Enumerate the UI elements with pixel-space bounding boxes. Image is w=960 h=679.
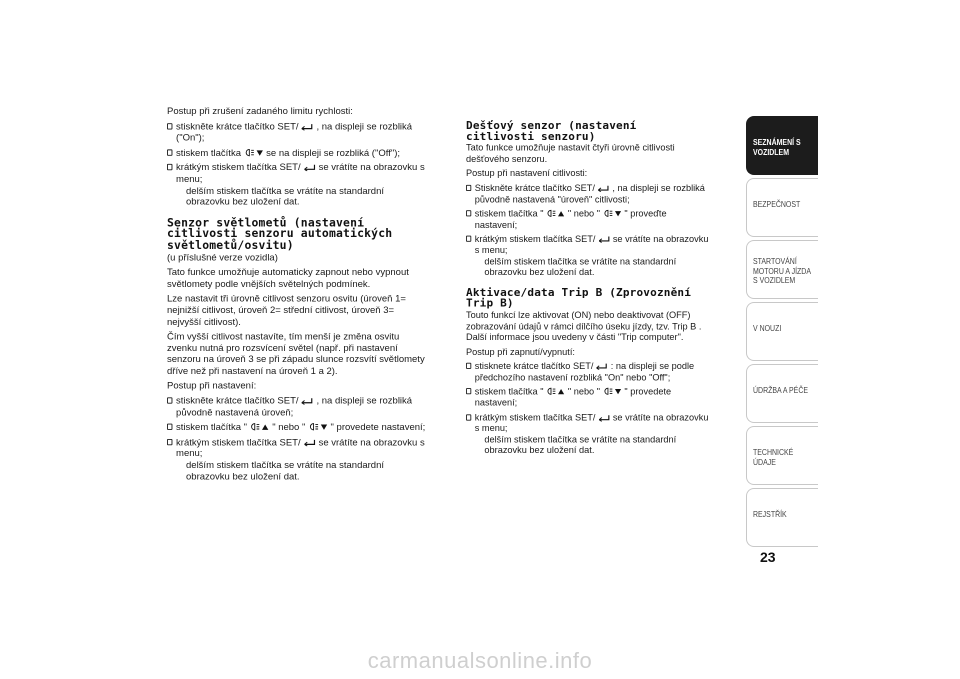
chapter-tabs [746, 116, 818, 550]
paragraph: Touto funkcí lze aktivovat (ON) nebo deaktivovat (OFF) zobrazování údajů v rámci dílčího úseku jízdy, tzv. Trip B . Další informace jsou uvedeny v části "Trip computer". [466, 310, 702, 343]
bullet-box-icon [466, 389, 471, 395]
list-item: krátkým stiskem tlačítka SET/ se vrátíte na obrazovku s menu; delším stiskem tlačítka se vrátíte na standardní obrazovku bez uložení dat. [167, 162, 429, 208]
tab-startovani-motoru[interactable]: STARTOVÁNÍ MOTORU A JÍZDA S VOZIDLEM [746, 240, 818, 299]
paragraph: Tato funkce umožňuje nastavit čtyři úrovně citlivosti dešťového senzoru. [466, 142, 675, 165]
return-arrow-icon [598, 236, 610, 243]
list-item: stiskem tlačítka " " nebo " " provedete nastavení; [466, 387, 711, 409]
tab-seznameni-s-vozidlem[interactable]: SEZNÁMENÍ S VOZIDLEM [746, 116, 818, 175]
right-column [466, 120, 711, 460]
list-item: Stiskněte krátce tlačítko SET/ , na displeji se rozbliká původně nastavená "úroveň" citlivosti; [466, 183, 711, 205]
lights-down-arrow-icon [308, 423, 328, 431]
return-arrow-icon [301, 397, 314, 404]
section-subtitle: (u příslušné verze vozidla) [167, 252, 278, 264]
watermark: carmanualsonline.info [367, 648, 593, 673]
speed-limit-cancel-intro: Postup při zrušení zadaného limitu rychlosti: [167, 106, 353, 117]
list-item: stiskněte krátce tlačítko SET/ , na displeji se rozbliká původně nastavená úroveň; [167, 396, 429, 419]
lights-up-arrow-icon [250, 423, 270, 431]
list-item: krátkým stiskem tlačítka SET/ se vrátíte na obrazovku s menu; delším stiskem tlačítka se vrátíte na standardní obrazovku bez uložení dat. [167, 437, 429, 483]
left-column [167, 106, 429, 486]
tab-udrzba-a-pece[interactable]: ÚDRŽBA A PÉČE [746, 364, 818, 423]
tab-technicke-udaje[interactable]: TECHNICKÉ ÚDAJE [746, 426, 818, 485]
return-arrow-icon [301, 123, 314, 130]
return-arrow-icon [596, 363, 608, 370]
bullet-box-icon [167, 164, 172, 170]
return-arrow-icon [303, 439, 316, 446]
bullet-box-icon [167, 424, 172, 430]
bullet-box-icon [167, 123, 172, 129]
lights-up-arrow-icon [546, 388, 565, 396]
bullet-box-icon [466, 363, 471, 369]
return-arrow-icon [597, 185, 609, 192]
section-heading: Senzor světlometů (nastavení citlivosti senzoru automatických světlometů/osvitu) [167, 215, 393, 252]
tab-v-nouzi[interactable]: V NOUZI [746, 302, 818, 361]
paragraph: Postup při nastavení: [167, 380, 257, 392]
list-item: stiskem tlačítka " " nebo " " provedete nastavení; [167, 422, 429, 433]
return-arrow-icon [598, 414, 610, 421]
lights-up-arrow-icon [546, 210, 565, 218]
section-heading: Aktivace/data Trip B (Zprovoznění Trip B) [466, 285, 692, 310]
tab-rejstrik[interactable]: REJSTŘÍK [746, 488, 818, 547]
return-arrow-icon [303, 164, 316, 171]
paragraph: Tato funkce umožňuje automaticky zapnout nebo vypnout světlomety podle vnějších světelných podmínek. [167, 267, 409, 290]
bullet-box-icon [466, 414, 471, 420]
bullet-box-icon [167, 149, 172, 155]
paragraph: Lze nastavit tři úrovně citlivost senzoru osvitu (úroveň 1= nejnižší citlivost, úroveň 2= střední citlivost, úroveň 3= nejvyšší citlivost). [167, 293, 406, 328]
page-number: 23 [760, 549, 776, 565]
bullet-box-icon [466, 210, 471, 216]
bullet-box-icon [167, 439, 172, 445]
list-item: stisknete krátce tlačítko SET/ : na displeji se podle předchozího nastavení rozbliká "On" nebo "Off"; [466, 361, 711, 383]
paragraph: Čím vyšší citlivost nastavíte, tím menší je změna osvitu zvenku nutná pro rozsvícení světel (např. při nastavení senzoru na úroveň 3 se při západu slunce rozsvítí světlomety dříve než při nastavení na úroveň 1 a 2). [167, 331, 425, 377]
bullet-box-icon [466, 185, 471, 191]
list-item: stiskněte krátce tlačítko SET/ , na displeji se rozbliká ("On"); [167, 121, 429, 144]
list-item: stiskem tlačítka " " nebo " " proveďte nastavení; [466, 209, 711, 231]
lights-down-arrow-icon [603, 388, 622, 396]
list-item: krátkým stiskem tlačítka SET/ se vrátíte na obrazovku s menu; delším stiskem tlačítka se vrátíte na standardní obrazovku bez uložení dat. [466, 412, 711, 456]
list-item: krátkým stiskem tlačítka SET/ se vrátíte na obrazovku s menu; delším stiskem tlačítka se vrátíte na standardní obrazovku bez uložení dat. [466, 234, 711, 278]
paragraph: Postup při zapnutí/vypnutí: [466, 346, 575, 358]
paragraph: Postup při nastavení citlivosti: [466, 168, 588, 180]
bullet-box-icon [167, 397, 172, 403]
lights-down-arrow-icon [244, 148, 264, 156]
list-item: stiskem tlačítka se na displeji se rozbliká ("Off"); [167, 147, 429, 158]
tab-bezpecnost[interactable]: BEZPEČNOST [746, 178, 818, 237]
section-heading: Dešťový senzor (nastavení citlivosti senzoru) [466, 118, 637, 143]
lights-down-arrow-icon [603, 210, 622, 218]
bullet-box-icon [466, 236, 471, 242]
